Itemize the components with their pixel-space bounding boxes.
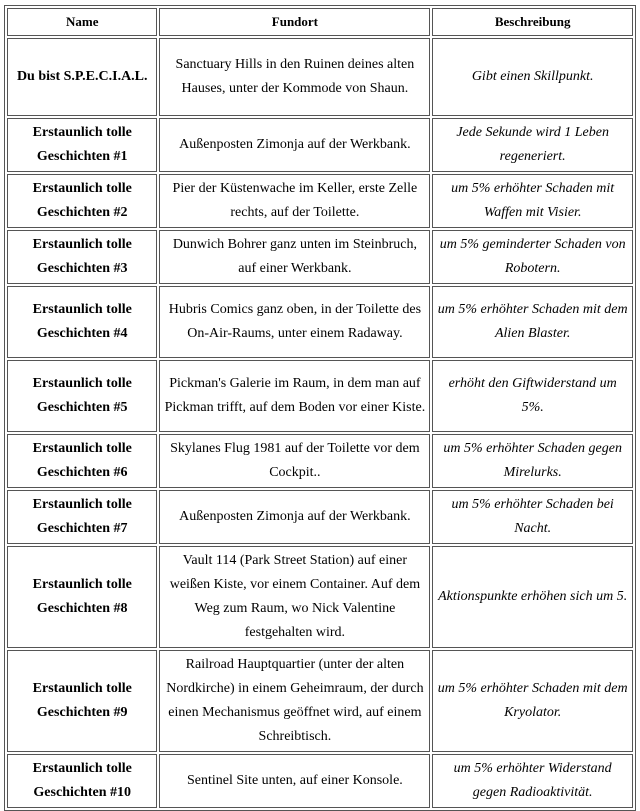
table-row [7,174,633,228]
row-name: Erstaunlich tolle Geschichten #5 [7,360,157,432]
row-name: Erstaunlich tolle Geschichten #8 [7,546,157,648]
row-description: um 5% geminderter Schaden von Robotern. [432,230,633,284]
row-description: Gibt einen Skillpunkt. [432,38,633,116]
table-row [7,546,633,648]
row-location: Hubris Comics ganz oben, in der Toilette des On-Air-Raums, unter einem Radaway. [159,286,430,358]
row-description: um 5% erhöhter Schaden gegen Mirelurks. [432,434,633,488]
row-name: Du bist S.P.E.C.I.A.L. [7,38,157,116]
table-row [7,490,633,544]
row-description: erhöht den Giftwiderstand um 5%. [432,360,633,432]
table-row [7,434,633,488]
row-location: Außenposten Zimonja auf der Werkbank. [159,118,430,172]
row-name: Erstaunlich tolle Geschichten #7 [7,490,157,544]
row-description: um 5% erhöhter Schaden mit dem Kryolator. [432,650,633,752]
row-description: um 5% erhöhter Schaden bei Nacht. [432,490,633,544]
table-row [7,286,633,358]
table-row [7,230,633,284]
row-location: Sentinel Site unten, auf einer Konsole. [159,754,430,808]
magazine-table [4,5,636,811]
row-description: um 5% erhöhter Widerstand gegen Radioaktivität. [432,754,633,808]
row-description: Jede Sekunde wird 1 Leben regeneriert. [432,118,633,172]
row-name: Erstaunlich tolle Geschichten #6 [7,434,157,488]
row-name: Erstaunlich tolle Geschichten #10 [7,754,157,808]
table-row [7,38,633,116]
column-header-description: Beschreibung [432,8,633,36]
row-location: Dunwich Bohrer ganz unten im Steinbruch, auf einer Werkbank. [159,230,430,284]
header-row [7,8,633,36]
table-row [7,650,633,752]
table-row [7,118,633,172]
row-location: Pier der Küstenwache im Keller, erste Zelle rechts, auf der Toilette. [159,174,430,228]
row-name: Erstaunlich tolle Geschichten #2 [7,174,157,228]
row-name: Erstaunlich tolle Geschichten #9 [7,650,157,752]
row-description: um 5% erhöhter Schaden mit dem Alien Blaster. [432,286,633,358]
row-location: Außenposten Zimonja auf der Werkbank. [159,490,430,544]
row-location: Pickman's Galerie im Raum, in dem man auf Pickman trifft, auf dem Boden vor einer Kiste. [159,360,430,432]
row-description: um 5% erhöhter Schaden mit Waffen mit Visier. [432,174,633,228]
row-location: Skylanes Flug 1981 auf der Toilette vor dem Cockpit.. [159,434,430,488]
row-name: Erstaunlich tolle Geschichten #3 [7,230,157,284]
table-row [7,360,633,432]
row-location: Sanctuary Hills in den Ruinen deines alten Hauses, unter der Kommode von Shaun. [159,38,430,116]
row-description: Aktionspunkte erhöhen sich um 5. [432,546,633,648]
table-row [7,754,633,808]
column-header-name: Name [7,8,157,36]
row-name: Erstaunlich tolle Geschichten #4 [7,286,157,358]
row-location: Railroad Hauptquartier (unter der alten Nordkirche) in einem Geheimraum, der durch einen Mechanismus geöffnet wird, auf einem Schreibtisch. [159,650,430,752]
column-header-location: Fundort [159,8,430,36]
row-name: Erstaunlich tolle Geschichten #1 [7,118,157,172]
row-location: Vault 114 (Park Street Station) auf einer weißen Kiste, vor einem Container. Auf dem Weg zum Raum, wo Nick Valentine festgehalten wird. [159,546,430,648]
